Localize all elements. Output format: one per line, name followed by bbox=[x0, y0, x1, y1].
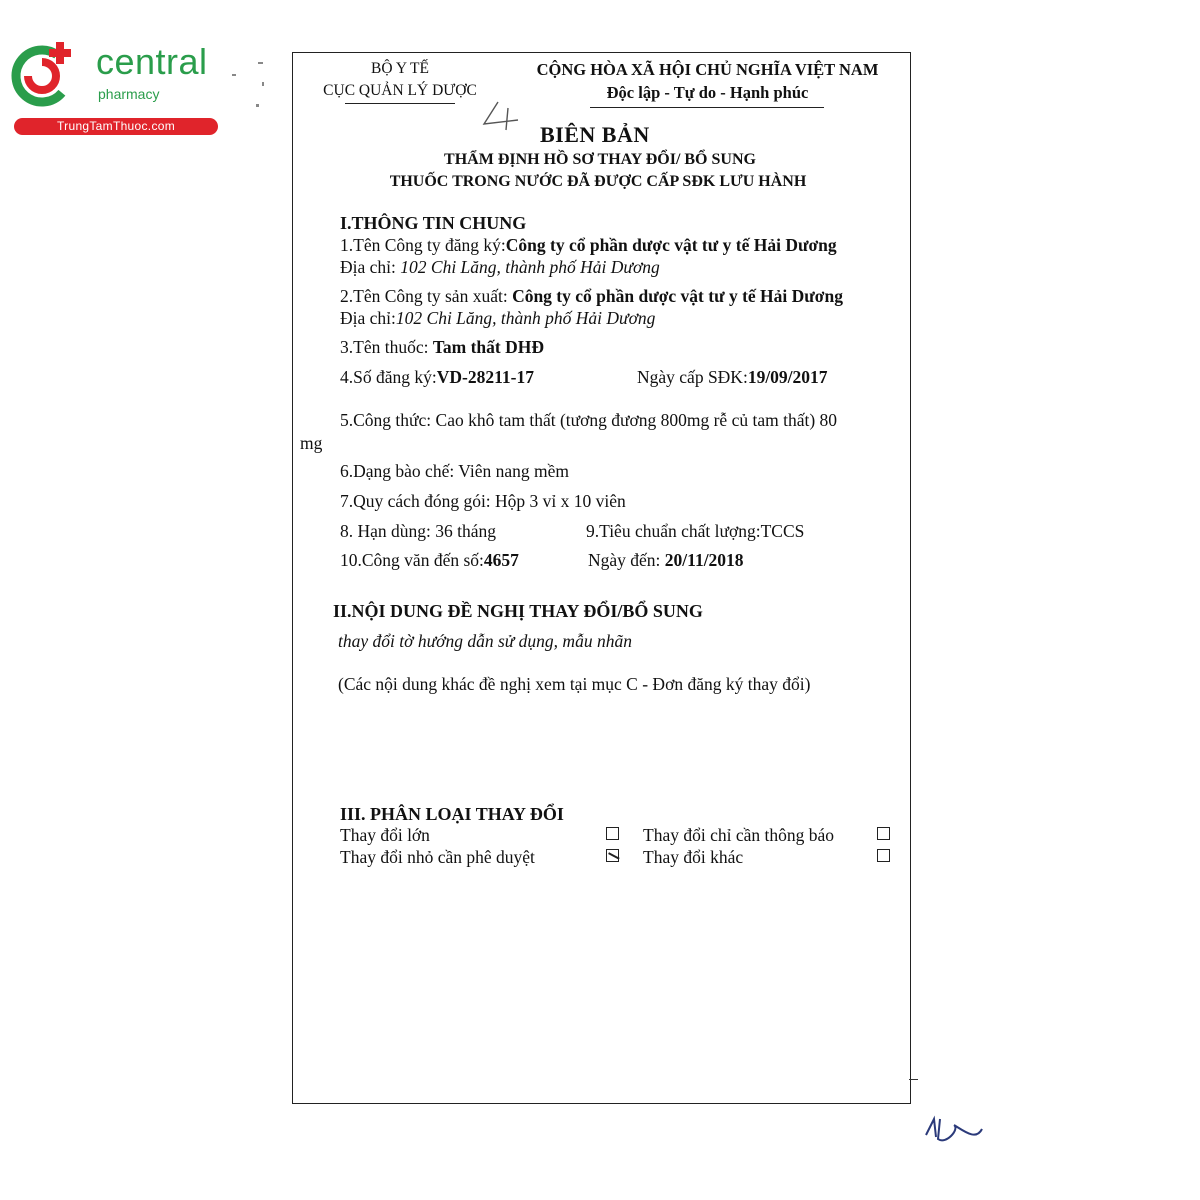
pharmacy-cross-logo-icon bbox=[10, 38, 82, 110]
formula-line1: 5.Công thức: Cao khô tam thất (tương đương 800mg rễ củ tam thất) 80 bbox=[340, 410, 838, 430]
handwritten-mark-icon bbox=[478, 98, 538, 138]
mfr-company-value: Công ty cổ phần dược vật tư y tế Hải Dương bbox=[512, 286, 843, 306]
shelf-life: 8. Hạn dùng: 36 tháng bbox=[340, 521, 497, 541]
option-other-checkbox[interactable] bbox=[877, 849, 890, 862]
packaging: 7.Quy cách đóng gói: Hộp 3 vỉ x 10 viên bbox=[340, 491, 626, 511]
scan-speck bbox=[258, 62, 263, 64]
option-notify-only-checkbox[interactable] bbox=[877, 827, 890, 840]
reg-number-label: 4.Số đăng ký: bbox=[340, 367, 437, 387]
mfr-address-label: Địa chỉ: bbox=[340, 308, 396, 328]
section3-heading: III. PHÂN LOẠI THAY ĐỔI bbox=[340, 804, 564, 824]
issuer-block bbox=[300, 58, 500, 102]
dispatch-label: 10.Công văn đến số: bbox=[340, 550, 484, 570]
option-major-change-label: Thay đổi lớn bbox=[340, 825, 430, 845]
quality-standard: 9.Tiêu chuẩn chất lượng:TCCS bbox=[586, 521, 805, 541]
option-minor-approval-label: Thay đổi nhỏ cần phê duyệt bbox=[340, 847, 535, 867]
document-frame bbox=[292, 52, 911, 1104]
arrival-value: 20/11/2018 bbox=[664, 550, 744, 570]
option-major-change-checkbox[interactable] bbox=[606, 827, 619, 840]
ministry-name: BỘ Y TẾ bbox=[371, 60, 429, 77]
reg-company-value: Công ty cổ phần dược vật tư y tế Hải Dương bbox=[505, 235, 837, 255]
mfr-address-row bbox=[340, 308, 655, 328]
brand-website[interactable]: TrungTamThuoc.com bbox=[14, 118, 218, 135]
national-title-block bbox=[510, 58, 905, 104]
reg-company-label: 1.Tên Công ty đăng ký: bbox=[340, 235, 506, 255]
arrival-row bbox=[588, 550, 744, 570]
reg-date-label: Ngày cấp SĐK: bbox=[637, 367, 748, 387]
reg-address-label: Địa chỉ: bbox=[340, 257, 396, 277]
mfr-company-label: 2.Tên Công ty sản xuất: bbox=[340, 286, 513, 306]
signature-initials-icon bbox=[920, 1105, 990, 1155]
option-other-label: Thay đổi khác bbox=[643, 847, 744, 867]
section2-note: (Các nội dung khác đề nghị xem tại mục C - Đơn đăng ký thay đổi) bbox=[338, 674, 811, 694]
option-notify-only-label: Thay đổi chỉ cần thông báo bbox=[643, 825, 834, 845]
drug-name-row bbox=[340, 337, 544, 357]
formula-line2: mg bbox=[300, 433, 323, 453]
scan-speck bbox=[262, 82, 264, 86]
drug-name-label: 3.Tên thuốc: bbox=[340, 337, 433, 357]
option-minor-approval-checkbox[interactable] bbox=[606, 849, 619, 862]
section2-content: thay đổi tờ hướng dẫn sử dụng, mẫu nhãn bbox=[338, 631, 632, 651]
reg-company-row bbox=[340, 235, 837, 255]
brand-watermark bbox=[10, 38, 220, 138]
mfr-address-value: 102 Chi Lăng, thành phố Hải Dương bbox=[395, 308, 656, 328]
frame-tick bbox=[909, 1079, 918, 1080]
arrival-label: Ngày đến: bbox=[588, 550, 665, 570]
mfr-company-row bbox=[340, 286, 843, 306]
dosage-form: 6.Dạng bào chế: Viên nang mềm bbox=[340, 461, 569, 481]
document-subtitle-line2: THUỐC TRONG NƯỚC ĐÃ ĐƯỢC CẤP SĐK LƯU HÀNH bbox=[389, 173, 807, 190]
reg-number-row bbox=[340, 367, 534, 387]
republic-name: CỘNG HÒA XÃ HỘI CHỦ NGHĨA VIỆT NAM bbox=[536, 60, 879, 79]
document-title: BIÊN BẢN bbox=[540, 122, 650, 147]
scan-speck bbox=[232, 74, 236, 76]
department-name: CỤC QUẢN LÝ DƯỢC bbox=[323, 82, 477, 99]
scan-speck bbox=[256, 104, 259, 107]
reg-number-value: VD-28211-17 bbox=[436, 367, 534, 387]
drug-name-value: Tam thất DHĐ bbox=[432, 337, 544, 357]
reg-address-value: 102 Chi Lăng, thành phố Hải Dương bbox=[395, 257, 660, 277]
reg-date-row bbox=[637, 367, 828, 387]
document-subtitle-line1: THẨM ĐỊNH HỒ SƠ THAY ĐỔI/ BỔ SUNG bbox=[444, 151, 756, 168]
header-divider-right bbox=[590, 107, 824, 108]
reg-address-row bbox=[340, 257, 660, 277]
dispatch-value: 4657 bbox=[483, 550, 519, 570]
national-motto: Độc lập - Tự do - Hạnh phúc bbox=[606, 83, 809, 102]
section2-heading: II.NỘI DUNG ĐỀ NGHỊ THAY ĐỔI/BỔ SUNG bbox=[333, 601, 703, 621]
reg-date-value: 19/09/2017 bbox=[747, 367, 828, 387]
dispatch-row bbox=[340, 550, 519, 570]
brand-name: central bbox=[96, 41, 208, 82]
section1-heading: I.THÔNG TIN CHUNG bbox=[340, 213, 527, 233]
brand-subtitle: pharmacy bbox=[98, 86, 160, 102]
header-divider-left bbox=[345, 103, 455, 104]
